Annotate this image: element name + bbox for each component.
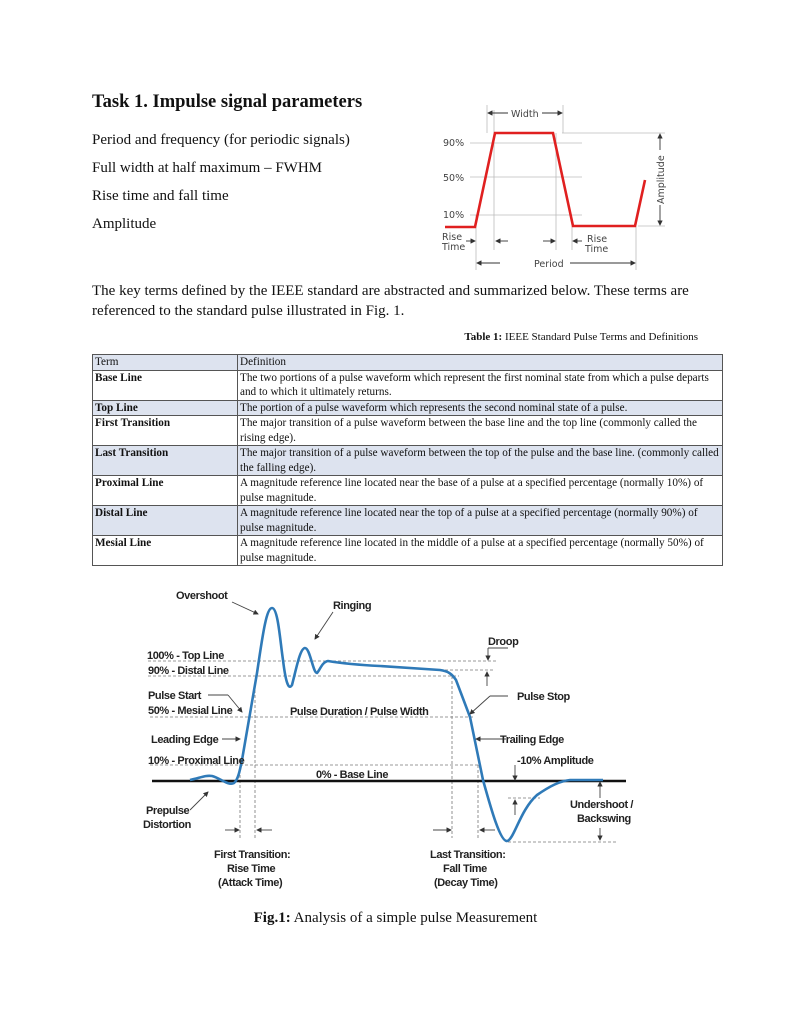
ringing-label: Ringing bbox=[333, 600, 372, 612]
term-cell: Distal Line bbox=[93, 506, 238, 536]
definition-cell: A magnitude reference line located near the top of a pulse at a specified percentage (normally 90%) of pulse magnitude. bbox=[238, 506, 723, 536]
last-transition-label-3: (Decay Time) bbox=[434, 877, 498, 889]
definition-cell: The two portions of a pulse waveform which represent the first nominal state from which a pulse departs and to which it ultimately returns. bbox=[238, 370, 723, 400]
mesial-line-label: 50% - Mesial Line bbox=[148, 705, 233, 717]
definition-cell: The major transition of a pulse waveform between the top of the pulse and the base line. (commonly called the falling edge). bbox=[238, 446, 723, 476]
label-50: 50% bbox=[443, 173, 465, 184]
label-10: 10% bbox=[443, 210, 465, 221]
base-line-label: 0% - Base Line bbox=[316, 769, 389, 781]
first-transition-label-2: Rise Time bbox=[227, 863, 276, 875]
pulse-duration-label: Pulse Duration / Pulse Width bbox=[290, 706, 429, 718]
definition-cell: A magnitude reference line located near the base of a pulse at a specified percentage (normally 10%) of pulse magnitude. bbox=[238, 476, 723, 506]
grid-lines bbox=[470, 105, 665, 270]
intro-paragraph: The key terms defined by the IEEE standard are abstracted and summarized below. These terms are referenced to the standard pulse illustrated in Fig. 1. bbox=[92, 283, 689, 319]
term-cell: First Transition bbox=[93, 416, 238, 446]
header-term: Term bbox=[93, 355, 238, 371]
rise-time-label-2b: Time bbox=[585, 244, 609, 255]
rise-time-label-1b: Time bbox=[442, 242, 466, 253]
term-cell: Top Line bbox=[93, 400, 238, 416]
rise-time-label-1a: Rise bbox=[442, 232, 463, 243]
term-cell: Last Transition bbox=[93, 446, 238, 476]
leading-edge-label: Leading Edge bbox=[151, 734, 219, 746]
undershoot-label-2: Backswing bbox=[577, 813, 631, 825]
header-definition: Definition bbox=[238, 355, 723, 371]
figure-caption-text: Analysis of a simple pulse Measurement bbox=[290, 910, 538, 926]
param-rise-fall: Rise time and fall time bbox=[92, 188, 229, 204]
amplitude-label: Amplitude bbox=[656, 155, 667, 204]
page-title: Task 1. Impulse signal parameters bbox=[92, 92, 363, 112]
prepulse-label-2: Distortion bbox=[143, 819, 191, 831]
first-transition-label-3: (Attack Time) bbox=[218, 877, 283, 889]
neg10-amplitude-label: -10% Amplitude bbox=[517, 755, 594, 767]
param-fwhm: Full width at half maximum – FWHM bbox=[92, 160, 322, 176]
width-label: Width bbox=[511, 109, 539, 120]
last-transition-label-1: Last Transition: bbox=[430, 849, 506, 861]
table-caption-text: IEEE Standard Pulse Terms and Definitions bbox=[502, 331, 698, 343]
top-line-label: 100% - Top Line bbox=[147, 650, 224, 662]
overshoot-label: Overshoot bbox=[176, 590, 228, 602]
period-label: Period bbox=[534, 259, 564, 270]
param-period: Period and frequency (for periodic signals) bbox=[92, 132, 350, 148]
trailing-edge-label: Trailing Edge bbox=[500, 734, 564, 746]
annotation-arrows bbox=[190, 602, 600, 840]
last-transition-label-2: Fall Time bbox=[443, 863, 487, 875]
figure-caption bbox=[0, 910, 791, 927]
undershoot-label-1: Undershoot / bbox=[570, 799, 634, 811]
pulse-stop-label: Pulse Stop bbox=[517, 691, 570, 703]
rise-time-label-2a: Rise bbox=[587, 234, 608, 245]
term-cell: Base Line bbox=[93, 370, 238, 400]
proximal-line-label: 10% - Proximal Line bbox=[148, 755, 245, 767]
reference-lines bbox=[148, 661, 618, 842]
pulse-analysis-figure bbox=[143, 590, 633, 889]
red-pulse-waveform bbox=[445, 133, 645, 227]
prepulse-label-1: Prepulse bbox=[146, 805, 190, 817]
label-90: 90% bbox=[443, 138, 465, 149]
first-transition-label-1: First Transition: bbox=[214, 849, 291, 861]
definition-cell: A magnitude reference line located in the middle of a pulse at a specified percentage (normally 50%) of pulse magnitude. bbox=[238, 536, 723, 566]
blue-pulse-waveform bbox=[190, 608, 603, 841]
droop-label: Droop bbox=[488, 636, 519, 648]
figure-caption-label: Fig.1: bbox=[253, 910, 291, 926]
term-cell: Mesial Line bbox=[93, 536, 238, 566]
definition-cell: The major transition of a pulse waveform between the base line and the top line (commonly called the rising edge). bbox=[238, 416, 723, 446]
distal-line-label: 90% - Distal Line bbox=[148, 665, 229, 677]
table-caption-label: Table 1: bbox=[464, 331, 503, 343]
param-amplitude: Amplitude bbox=[92, 216, 157, 232]
definition-cell: The portion of a pulse waveform which represents the second nominal state of a pulse. bbox=[238, 400, 723, 416]
pulse-start-label: Pulse Start bbox=[148, 690, 202, 702]
term-cell: Proximal Line bbox=[93, 476, 238, 506]
